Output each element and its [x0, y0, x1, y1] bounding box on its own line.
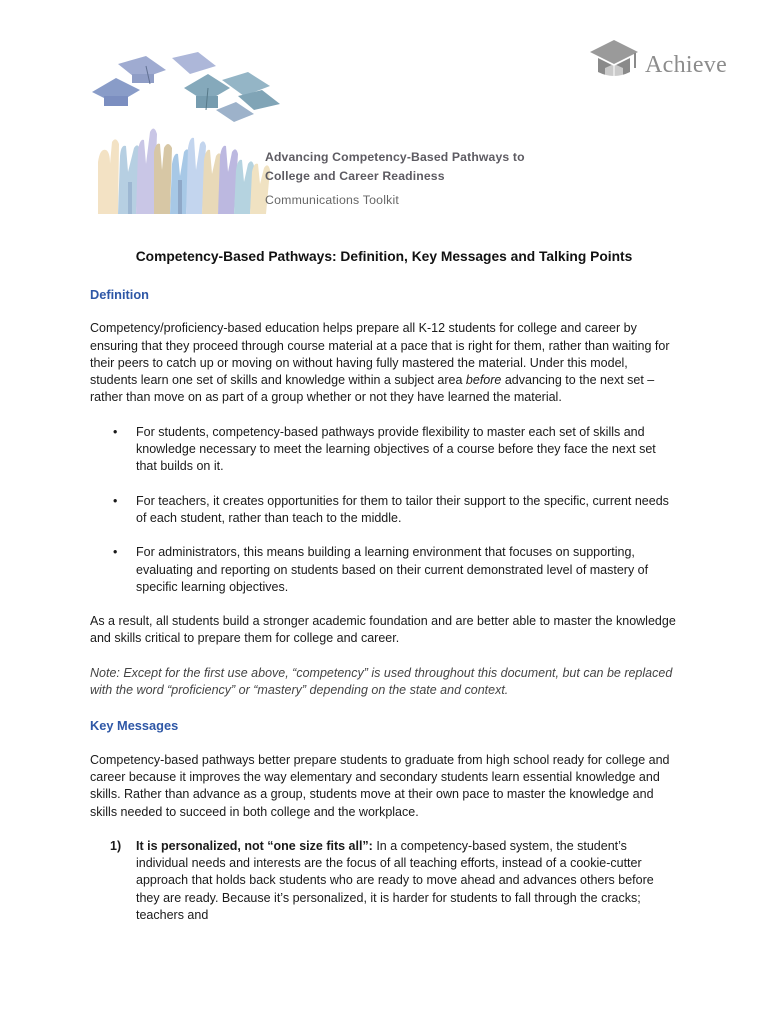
section-heading-key-messages: Key Messages	[90, 718, 179, 734]
logo-wordmark: Achieve	[645, 52, 728, 78]
list-item	[90, 544, 676, 596]
definition-emphasis: before	[465, 373, 502, 388]
key-messages-intro: Competency-based pathways better prepare students to graduate from high school ready for college and career because it improves the way elementary and secondary students learn essential knowledge and skills. Rather than advance as a group, students move at their own pace to master the knowledge and skills needed to succeed in both college and the workplace.	[90, 752, 670, 819]
key-message-text: In a competency-based system, the student’s individual needs and interests are the focus of all teaching efforts, instead of a cookie-cutter approach that holds back students who are ready to move ahead and advances others before they are ready. Because it’s personalized, it is harder for students to fall through the cracks; teachers and	[136, 838, 654, 923]
list-item	[90, 838, 676, 924]
bullet-icon: •	[113, 493, 118, 508]
achieve-logo	[588, 38, 728, 90]
toolkit-title	[265, 148, 525, 186]
graduation-caps-hands-illustration	[88, 52, 284, 214]
definition-bullet-list	[90, 424, 676, 596]
definition-text-b: advancing to the next set – rather than move on as part of a group whether or not they have learned the material.	[90, 373, 655, 405]
definition-text-a: Competency/proficiency-based education helps prepare all K-12 students for college and career by ensuring that they proceed through course material at a pace that is right for them, rather than waiting for their peers to catch up or moving on without having fully mastered the material. Under this model, students learn one set of skills and knowledge within a subject area	[90, 321, 670, 388]
bullet-text: For students, competency-based pathways provide flexibility to master each set of skills and knowledge necessary to meet the learning objectives of a course before they face the next set that builds on it.	[136, 424, 656, 474]
document-title: Competency-Based Pathways: Definition, Key Messages and Talking Points	[135, 249, 633, 264]
bullet-icon: •	[113, 424, 118, 439]
bullet-icon: •	[113, 545, 118, 560]
bullet-text: For teachers, it creates opportunities for them to tailor their support to the specific, current needs of each student, rather than teach to the middle.	[136, 493, 669, 525]
list-item	[90, 493, 676, 528]
list-number: 1)	[110, 838, 122, 853]
achieve-mortarboard-logo-icon	[588, 38, 640, 90]
section-heading-definition: Definition	[90, 287, 149, 302]
note-paragraph: Note: Except for the first use above, “competency” is used throughout this document, but can be replaced with the word “proficiency” or “mastery” depending on the state and context.	[90, 665, 673, 698]
document-body	[90, 280, 676, 924]
definition-paragraph	[90, 320, 676, 406]
result-paragraph: As a result, all students build a stronger academic foundation and are better able to master the knowledge and skills critical to prepare them for college and career.	[90, 614, 676, 646]
toolkit-title-line1: Advancing Competency-Based Pathways to	[265, 150, 525, 164]
bullet-text: For administrators, this means building a learning environment that focuses on supporting, evaluating and reporting on students based on their current demonstrated level of mastery of specific learning objectives.	[136, 545, 649, 594]
list-item	[90, 424, 676, 476]
key-messages-list	[90, 838, 676, 924]
key-message-lead: It is personalized, not “one size fits all”:	[136, 838, 373, 853]
toolkit-title-line2: College and Career Readiness	[265, 169, 445, 183]
toolkit-subtitle: Communications Toolkit	[265, 193, 400, 207]
